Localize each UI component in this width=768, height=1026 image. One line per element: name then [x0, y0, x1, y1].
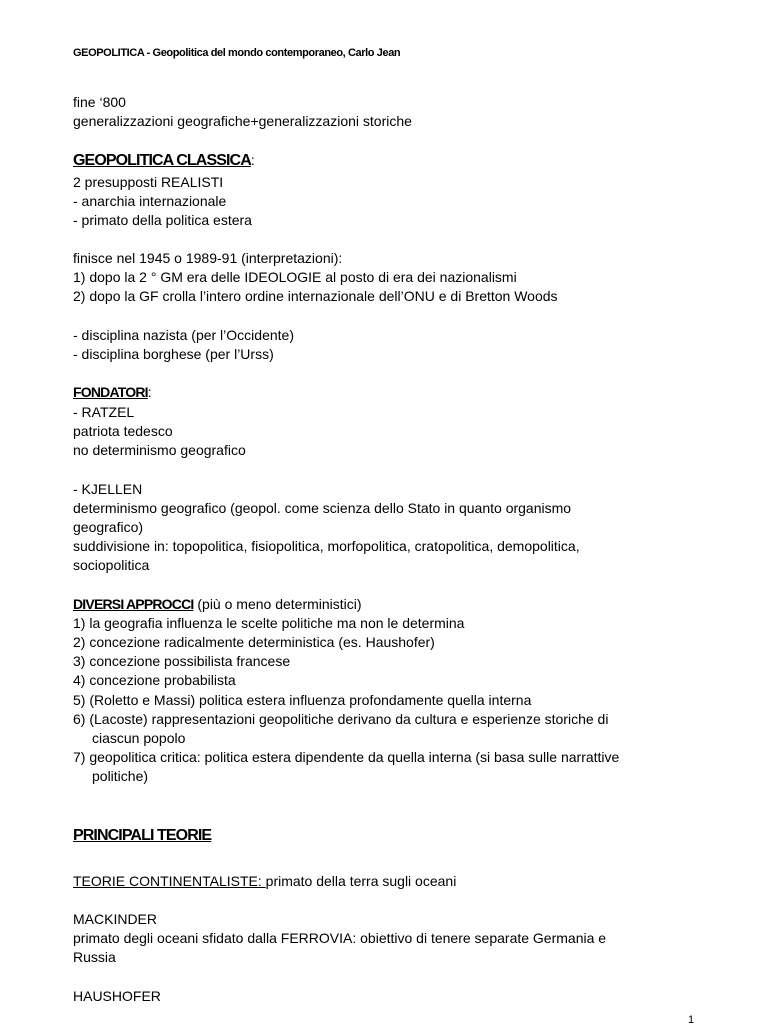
subheading-text: TEORIE CONTINENTALISTE: — [73, 873, 266, 889]
text-line: - anarchia internazionale — [73, 193, 227, 209]
text-line: Russia — [73, 949, 116, 965]
subheading-continentaliste — [73, 872, 456, 891]
text-line: MACKINDER — [73, 911, 158, 927]
page-number: 1 — [688, 1014, 695, 1026]
list-item: 1) la geografia influenza le scelte politiche ma non le determina — [73, 615, 465, 631]
heading-colon: : — [147, 384, 152, 400]
heading-colon: : — [250, 152, 255, 168]
text-line: 2 presupposti REALISTI — [73, 174, 224, 190]
document-header: GEOPOLITICA - Geopolitica del mondo contemporaneo, Carlo Jean — [73, 47, 401, 59]
text-line: 1) dopo la 2 ° GM era delle IDEOLOGIE al posto di era dei nazionalismi — [73, 269, 517, 285]
heading-text: FONDATORI — [73, 384, 148, 400]
text-line: patriota tedesco — [73, 423, 173, 439]
list-item: 2) concezione radicalmente deterministica (es. Haushofer) — [73, 634, 435, 650]
heading-rest: (più o meno deterministici) — [193, 596, 362, 612]
list-item: 5) (Roletto e Massi) politica estera influenza profondamente quella interna — [73, 692, 532, 708]
text-line: HAUSHOFER — [73, 988, 161, 1004]
text-line: determinismo geografico (geopol. come scienza dello Stato in quanto organismo — [73, 500, 572, 516]
list-item: 4) concezione probabilista — [73, 672, 236, 688]
list-item: 3) concezione possibilista francese — [73, 653, 291, 669]
text-line: - primato della politica estera — [73, 212, 252, 228]
text-line: 2) dopo la GF crolla l’intero ordine internazionale dell’ONU e di Bretton Woods — [73, 288, 558, 304]
text-line: finisce nel 1945 o 1989-91 (interpretazioni): — [73, 250, 343, 266]
text-line: suddivisione in: topopolitica, fisiopolitica, morfopolitica, cratopolitica, demopolitica, — [73, 538, 580, 554]
section-heading-teorie — [73, 826, 211, 845]
text-line: no determinismo geografico — [73, 442, 246, 458]
subheading-rest: primato della terra sugli oceani — [265, 873, 457, 889]
text-line: geografico) — [73, 519, 144, 535]
text-line: fine ‘800 — [73, 94, 126, 110]
list-item-continuation: ciascun popolo — [92, 730, 186, 746]
list-item-continuation: politiche) — [92, 768, 149, 784]
section-heading-approcci — [73, 595, 362, 614]
text-line: generalizzazioni geografiche+generalizzazioni storiche — [73, 113, 412, 129]
text-line: - disciplina nazista (per l’Occidente) — [73, 327, 294, 343]
list-item: 7) geopolitica critica: politica estera dipendente da quella interna (si basa sulle narrattive — [73, 749, 620, 765]
section-heading-classica — [73, 151, 255, 170]
text-line: - disciplina borghese (per l’Urss) — [73, 346, 274, 362]
text-line: primato degli oceani sfidato dalla FERROVIA: obiettivo di tenere separate Germania e — [73, 930, 607, 946]
heading-text: PRINCIPALI TEORIE — [73, 827, 212, 844]
section-heading-fondatori — [73, 383, 152, 402]
heading-text: DIVERSI APPROCCI — [73, 596, 194, 612]
text-line: - KJELLEN — [73, 481, 143, 497]
heading-text: GEOPOLITICA CLASSICA — [73, 152, 251, 169]
text-line: sociopolitica — [73, 557, 150, 573]
text-line: - RATZEL — [73, 404, 135, 420]
list-item: 6) (Lacoste) rappresentazioni geopolitiche derivano da cultura e esperienze storiche di — [73, 711, 609, 727]
